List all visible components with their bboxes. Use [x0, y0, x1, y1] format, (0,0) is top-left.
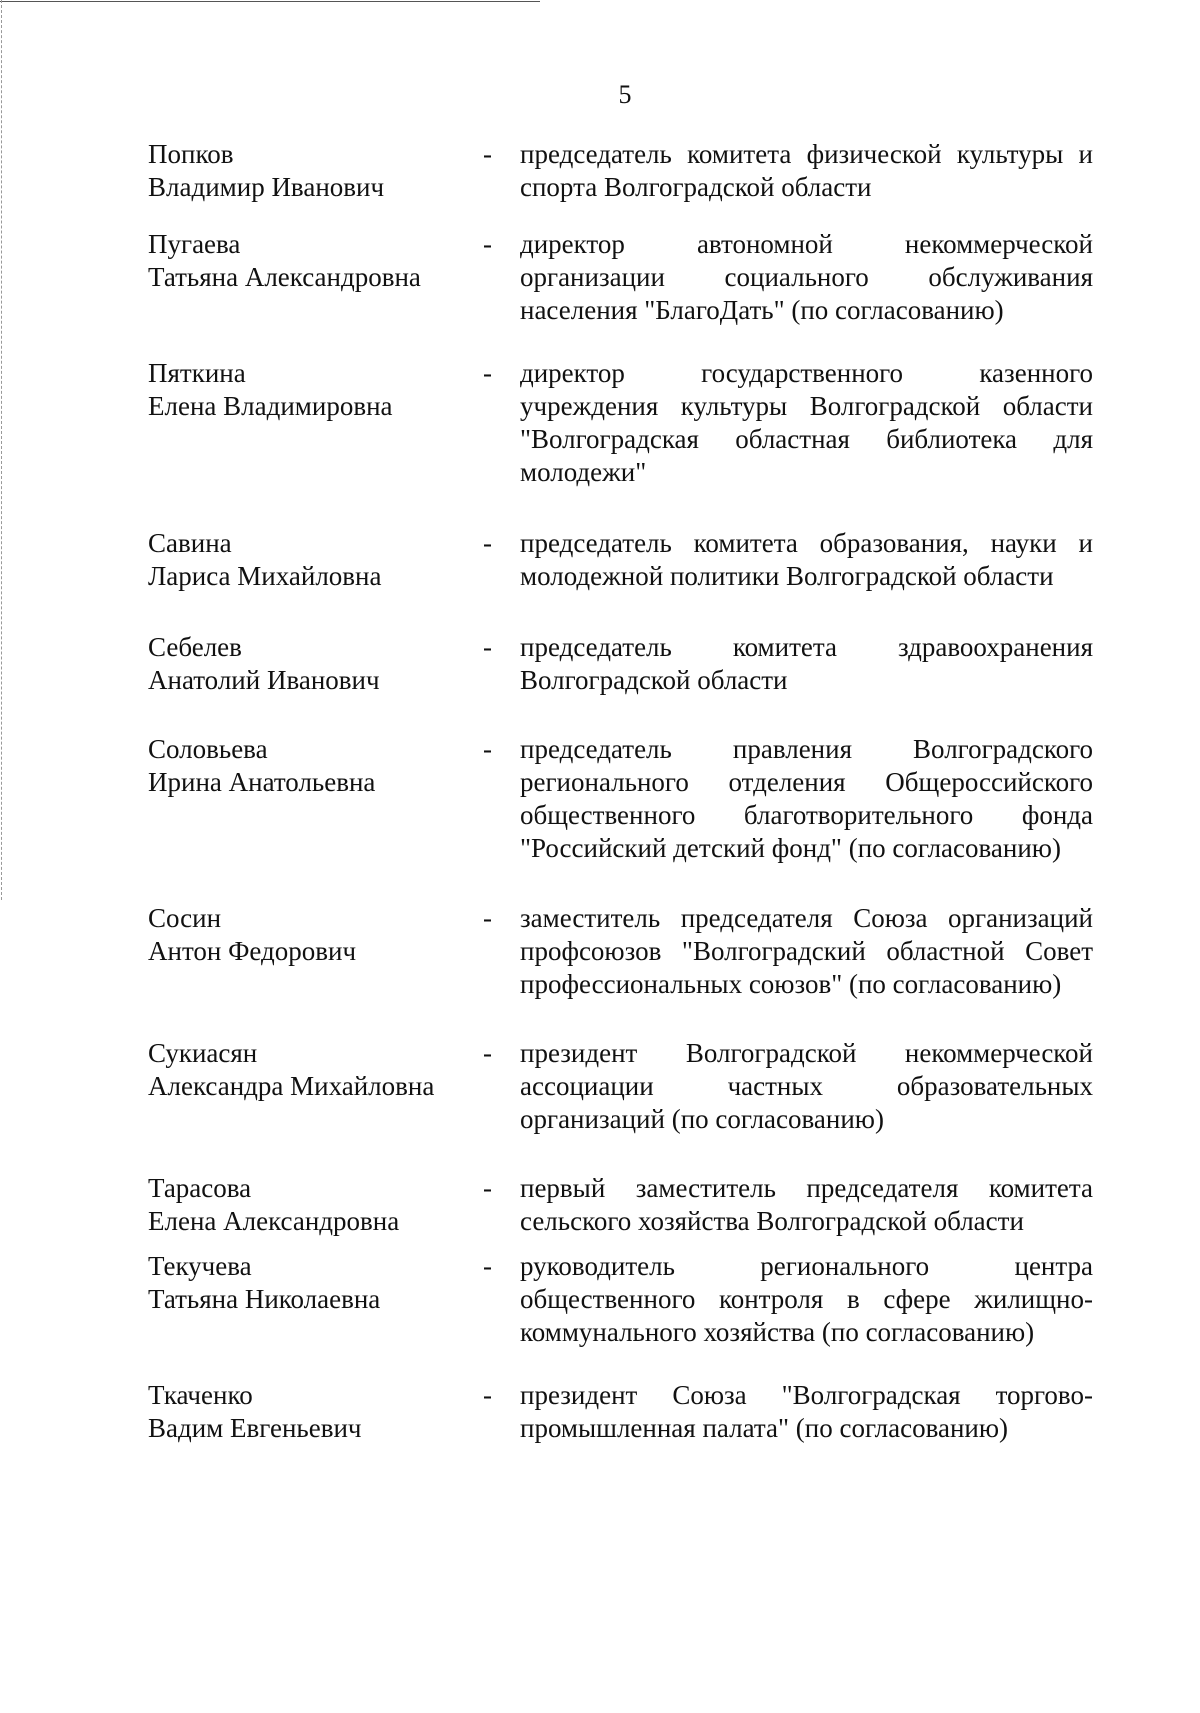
person-given-name: Ирина Анатольевна [148, 767, 376, 797]
person-role: председатель комитета физической культуры и спорта Волгоградской области [520, 139, 1093, 202]
person-given-name: Антон Федорович [148, 936, 357, 966]
separator-dash: - [483, 1173, 492, 1203]
person-role: президент Союза "Волгоградская торгово-промышленная палата" (по согласованию) [520, 1380, 1093, 1443]
person-role: председатель комитета образования, науки и молодежной политики Волгоградской области [520, 528, 1093, 591]
person-role: первый заместитель председателя комитета сельского хозяйства Волгоградской области [520, 1173, 1093, 1236]
list-item [148, 228, 1098, 327]
person-role: президент Волгоградской некоммерческой ассоциации частных образовательных организаций (по согласованию) [520, 1038, 1093, 1134]
person-role: председатель правления Волгоградского регионального отделения Общероссийского общественного благотворительного фонда "Российский детский фонд" (по согласованию) [520, 734, 1093, 863]
person-name [148, 357, 483, 489]
person-name [148, 1250, 483, 1349]
separator-dash: - [483, 1251, 492, 1281]
person-surname: Ткаченко [148, 1380, 253, 1410]
separator-dash: - [483, 139, 492, 169]
list-item [148, 1250, 1098, 1349]
page-number: 5 [618, 80, 632, 109]
separator-dash: - [483, 528, 492, 558]
person-name [148, 1037, 483, 1136]
person-given-name: Вадим Евгеньевич [148, 1413, 362, 1443]
person-given-name: Татьяна Николаевна [148, 1284, 381, 1314]
person-role: директор государственного казенного учреждения культуры Волгоградской области "Волгоградская областная библиотека для молодежи" [520, 358, 1093, 487]
person-role: директор автономной некоммерческой организации социального обслуживания населения "БлагоДать" (по согласованию) [520, 229, 1093, 325]
person-surname: Тарасова [148, 1173, 252, 1203]
person-surname: Соловьева [148, 734, 268, 764]
list-item [148, 1037, 1098, 1136]
scan-edge-left [1, 0, 2, 900]
list-item [148, 631, 1098, 697]
person-name [148, 733, 483, 865]
person-surname: Себелев [148, 632, 242, 662]
person-name [148, 631, 483, 697]
person-role: председатель комитета здравоохранения Волгоградской области [520, 632, 1093, 695]
separator-dash: - [483, 903, 492, 933]
person-given-name: Елена Владимировна [148, 391, 393, 421]
person-surname: Сосин [148, 903, 222, 933]
person-name [148, 1172, 483, 1238]
separator-dash: - [483, 734, 492, 764]
separator-dash: - [483, 229, 492, 259]
person-surname: Попков [148, 139, 234, 169]
person-surname: Пяткина [148, 358, 246, 388]
member-list [148, 138, 1098, 1445]
separator-dash: - [483, 1380, 492, 1410]
person-given-name: Владимир Иванович [148, 172, 385, 202]
person-surname: Сукиасян [148, 1038, 258, 1068]
person-role: руководитель регионального центра общественного контроля в сфере жилищно-коммунального хозяйства (по согласованию) [520, 1251, 1093, 1347]
person-surname: Савина [148, 528, 232, 558]
list-item [148, 138, 1098, 204]
person-name [148, 527, 483, 593]
list-item [148, 527, 1098, 593]
list-item [148, 1172, 1098, 1238]
list-item [148, 733, 1098, 865]
separator-dash: - [483, 632, 492, 662]
list-item [148, 357, 1098, 489]
scan-edge-top [0, 1, 540, 2]
person-given-name: Татьяна Александровна [148, 262, 421, 292]
person-surname: Пугаева [148, 229, 241, 259]
person-name [148, 138, 483, 204]
person-given-name: Анатолий Иванович [148, 665, 380, 695]
person-given-name: Елена Александровна [148, 1206, 400, 1236]
separator-dash: - [483, 358, 492, 388]
person-surname: Текучева [148, 1251, 252, 1281]
person-role: заместитель председателя Союза организаций профсоюзов "Волгоградский областной Совет профессиональных союзов" (по согласованию) [520, 903, 1093, 999]
list-item [148, 902, 1098, 1001]
person-given-name: Александра Михайловна [148, 1071, 435, 1101]
person-name [148, 902, 483, 1001]
person-name [148, 1379, 483, 1445]
person-given-name: Лариса Михайловна [148, 561, 382, 591]
separator-dash: - [483, 1038, 492, 1068]
person-name [148, 228, 483, 327]
list-item [148, 1379, 1098, 1445]
